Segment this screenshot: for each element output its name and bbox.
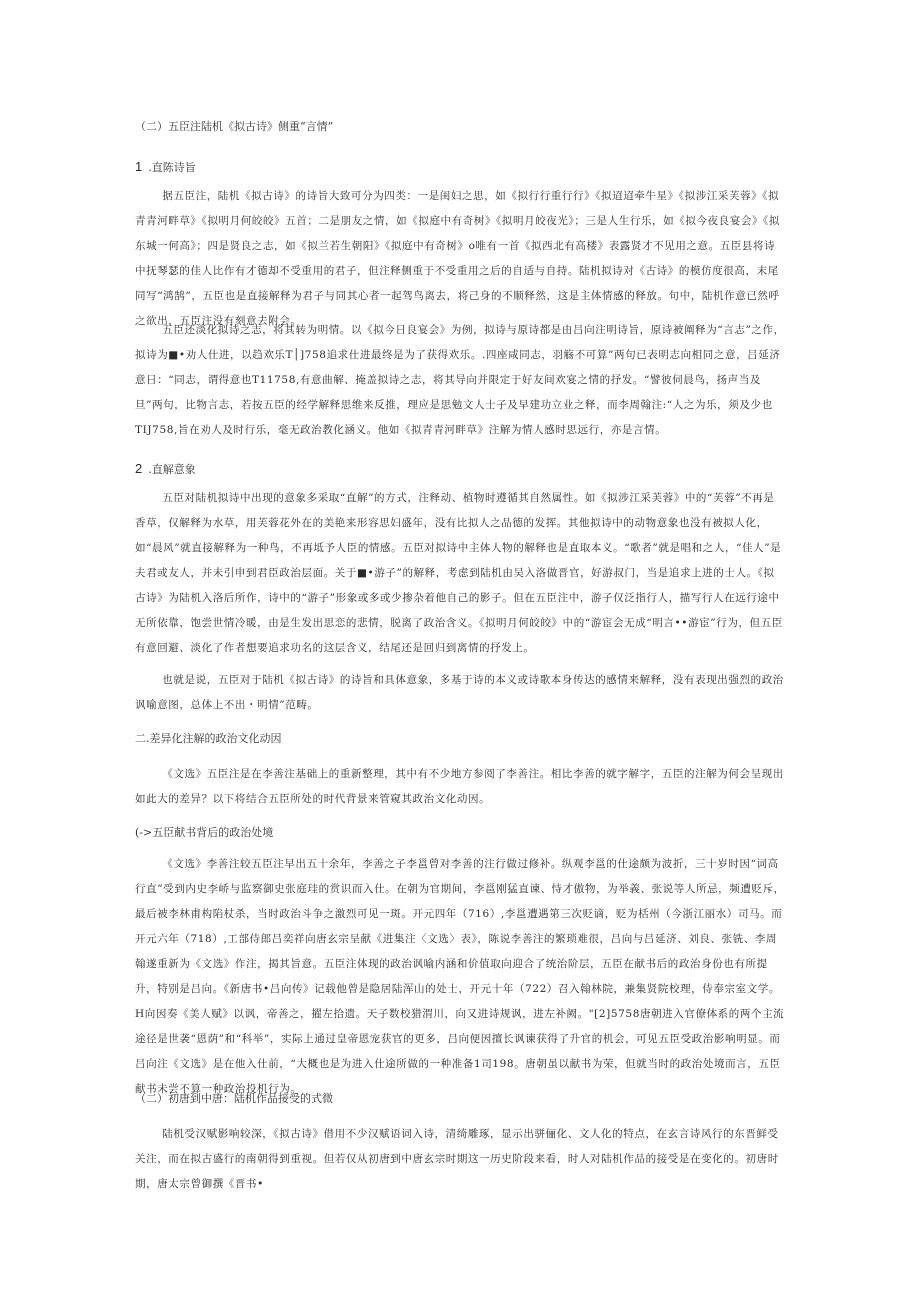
- paragraph: 据五臣注，陆机《拟古诗》的诗旨大致可分为四类：一是闺妇之思，如《拟行行重行行》《拟迢迢牵牛星》《拟涉江采芙蓉》《拟青青河畔草》《拟明月何皎皎》五首；二是朋友之情，如《拟庭中有奇树》《拟明月皎夜光》；三是人生行乐，如《拟今夜良宴会》《拟东城一何高》；四是贤良之志，如《拟兰若生朝阳》《拟庭中有奇树》o唯有一首《拟西北有高楼》表露贤才不见用之意。五臣县将诗中抚琴瑟的佳人比作有才德却不受重用的君子，但注释侧重于不受重用之后的自适与自持。陆机拟诗对《古诗》的模仿度很高，末尾同写“鸿鹄”，五臣也是直接解释为君子与同其心者一起驾鸟离去，将己身的不顺释然，这是主体情感的释放。句中，陆机作意已然呼之欲出，五臣注没有刻意去附会。: [135, 190, 780, 327]
- subheading-title: .直解意象: [148, 463, 196, 476]
- subheading-number: 1: [135, 159, 143, 174]
- section-heading-political-cultural-motives: 二.差异化注解的政治文化动因: [135, 732, 282, 745]
- paragraph: 陆机受汉赋影响较深，《拟古诗》借用不少汉赋语词入诗，清绮雕琢，显示出骈俪化、文人化的特点，在玄言诗风行的东晋鲜受关注，而在拟古盛行的南朝得到重视。但若仅从初唐到中唐玄宗时期这一历史阶段来看，时人对陆机作品的接受是在变化的。初唐时期，唐太宗曾御撰《晋书•: [135, 1128, 779, 1190]
- subheading-title: .直陈诗旨: [148, 161, 196, 174]
- subheading-early-to-mid-tang: （二）初唐到中唐：陆机作品接受的式微: [135, 1092, 333, 1105]
- section-heading-five-officials-lu-ji: （二）五臣注陆机《拟古诗》侧重“言情”: [135, 120, 334, 133]
- paragraph: 五臣对陆机拟诗中出现的意象多采取“直解”的方式，注释动、植物时遵循其自然属性。如《拟涉江采芙蓉》中的“芙蓉”不再是香草，仅解释为水草，用芙蓉花外在的美艳来形容思妇盛年，没有比拟人之品德的发挥。其他拟诗中的动物意象也没有被拟人化，如“晨风”就直接解释为一种鸟，不再坻予人臣的情感。五臣对拟诗中主体人物的解释也是直取本义。“歌者”就是唱和之人，“佳人”是夫君或友人，并未引申到君臣政治层面。关于■•游子”的解释，考虑到陆机由吴入洛做晋官，好游叔门，当是追求上进的士人。《拟古诗》为陆机入洛后所作，诗中的“游子”形象或多或少掺杂着他自己的影子。但在五臣注中，游子仅泛指行人，描写行人在远行途中无所依靠，饱尝世情冷暖，由是生发出思恋的悲情，脱离了政治含义。《拟明月何皎皎》中的“游宦会无成“明言••游宦”行为，但五臣有意回避、淡化了作者想要追求功名的这层含义，结尾还是回归到离情的抒发上。: [135, 492, 783, 654]
- subheading-number: 2: [135, 461, 143, 476]
- subheading-political-situation: (->五臣献书背后的政治处境: [135, 826, 274, 839]
- subheading-direct-imagery: [135, 458, 785, 477]
- subheading-direct-statement: [135, 156, 785, 175]
- paragraph: 五臣还淡化拟诗之志，将其转为明情。以《拟今日良宴会》为例，拟诗与原诗都是由吕向注明诗旨，原诗被阐释为“言志”之作，拟诗为■•劝人仕进，以趋欢乐T│]758追求仕进最终是为了获得欢乐。.四座咸同志，羽觞不可算”两句已表明志向相同之意，吕延济意日：“同志，谓得意也T11758,有意曲解、掩盖拟诗之志，将其导向并限定于好友间欢宴之情的抒发。“譬彼伺晨鸟，扬声当及旦”两句，比物言志，若按五臣的经学解释思维来反推，理应是思勉文人士子及早建功立业之释，而李周翰注:“人之为乐，须及少也TIJ758,旨在劝人及时行乐，毫无政治教化涵义。他如《拟青青河畔草》注解为情人感时思远行，亦是言情。: [135, 324, 785, 436]
- paragraph: 《文选》李善注较五臣注早出五十余年，李善之子李邕曾对李善的注行做过修补。纵观李邕的仕途颇为波折，三十岁时因“词高行直”受到内史李峤与监察御史张庭珪的赏识而入仕。在朝为官期间，李邕刚猛直谏、恃才傲物，为举義、张说等人所忌，频遭贬斥，最后被李林甫构陷杖杀，当时政治斗争之激烈可见一斑。开元四年（716）,李邕遭遇第三次贬谪，贬为栝州（今浙江丽水）司马。而开元六年（718）,工部侍郎吕奕祥向唐玄宗呈献《进集注〈文选〉表》，陈说李善注的繁琐难很，吕向与吕延济、刘良、张铣、李周翰遂重新为《文选》作注，揭其旨意。五臣注体现的政治讽喻内涵和价值取向迎合了统治阶层，五臣在献书后的政治身份也有所提升，特别是吕向。《新唐书•吕向传》记载他曾是隐居陆浑山的处士，开元十年（722）召入翰林院，兼集贤院校理，侍奉宗室文学。H向因奏《美人赋》以讽，帝善之，擢左拾遗。天子数校猎渭川，向又进诗规讽，进左补阙。"[2]5758唐朝进入官僚体系的两个主流途径是世袭“恩荫”和“科举”，实际上通过皇帝恩宠获官的更多，吕向便因擅长讽谏获得了升官的机会，可见五臣受政治影响明显。而吕向注《文选》是在他入仕前，“大概也是为进入仕途所做的一种准备1司198。唐朝虽以献书为荣，但就当时的政治处境而言，五臣献书未尝不算一种政治投机行为。: [135, 858, 785, 1095]
- paragraph: 也就是说，五臣对于陆机《拟古诗》的诗旨和具体意象，多基于诗的本义或诗歌本身传达的感情来解释，没有表现出强烈的政治讽喻意图，总体上不出・明情”范畴。: [135, 674, 784, 711]
- paragraph: 《文选》五臣注是在李善注基础上的重新整理，其中有不少地方参阅了李善注。相比李善的就字解字，五臣的注解为何会呈现出如此大的差异？以下将结合五臣所处的时代背景来管窥其政治文化动因。: [135, 768, 784, 805]
